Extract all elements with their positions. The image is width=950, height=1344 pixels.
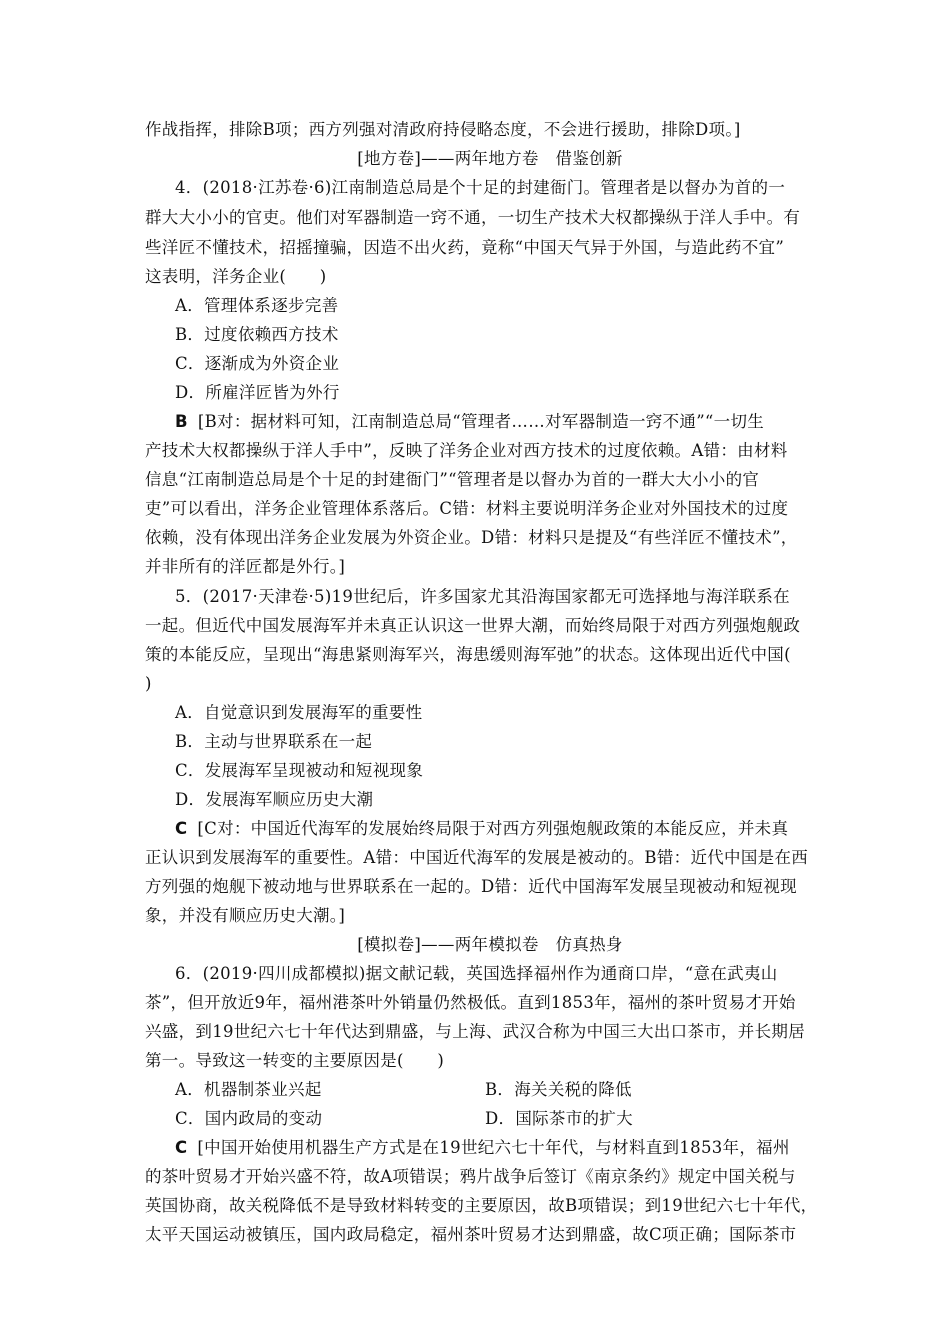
q5-option-d: D．发展海军顺应历史大潮 [175,790,374,809]
q4-analysis-line-4: 吏”可以看出，洋务企业管理体系落后。C错：材料主要说明洋务企业对外国技术的过度 [145,499,789,518]
q5-analysis-line-4: 象，并没有顺应历史大潮。] [145,906,346,925]
section-heading-mock: [模拟卷]——两年模拟卷 仿真热身 [357,935,623,954]
q5-analysis-line-2: 正认识到发展海军的重要性。A错：中国近代海军的发展是被动的。B错：近代中国是在西 [145,848,809,867]
q6-analysis-line-4: 太平天国运动被镇压，国内政局稳定，福州茶叶贸易才达到鼎盛，故C项正确；国际茶市 [145,1225,797,1244]
q5-stem-line-1: 5．(2017·天津卷·5)19世纪后，许多国家尤其沿海国家都无可选择地与海洋联系在 [175,587,790,606]
continued-analysis-line: 作战指挥，排除B项；西方列强对清政府持侵略态度，不会进行援助，排除D项。] [145,120,741,139]
q6-option-c: C．国内政局的变动 [175,1109,323,1128]
q4-analysis-text-1: [B对：据材料可知，江南制造总局“管理者……对军器制造一窍不通”“一切生 [197,412,765,431]
q4-stem-line-4: 这表明，洋务企业( ) [145,267,327,286]
q4-option-b: B．过度依赖西方技术 [175,325,339,344]
q6-stem-line-4: 第一。导致这一转变的主要原因是( ) [145,1051,445,1070]
q6-stem-line-3: 兴盛，到19世纪六七十年代达到鼎盛，与上海、武汉合称为中国三大出口茶市，并长期居 [145,1022,805,1041]
q6-stem-line-1: 6．(2019·四川成都模拟)据文献记载，英国选择福州作为通商口岸，“意在武夷山 [175,964,778,983]
q4-stem-line-3: 些洋匠不懂技术，招摇撞骗，因造不出火药，竟称“中国天气异于外国，与造此药不宜” [145,238,785,257]
q6-analysis-text-1: [中国开始使用机器生产方式是在19世纪六七十年代，与材料直到1853年，福州 [197,1138,790,1157]
q4-analysis-line-2: 产技术大权都操纵于洋人手中”，反映了洋务企业对西方技术的过度依赖。A错：由材料 [145,441,788,460]
q6-answer-letter: C [175,1138,188,1157]
q5-option-c: C．发展海军呈现被动和短视现象 [175,761,424,780]
q4-analysis-line-3: 信息“江南制造总局是个十足的封建衙门”“管理者是以督办为首的一群大大小小的官 [145,470,760,489]
q5-analysis-line-1 [175,819,788,839]
q6-analysis-line-3: 英国协商，故关税降低不是导致材料转变的主要原因，故B项错误；到19世纪六七十年代， [145,1196,818,1215]
q5-analysis-text-1: [C对：中国近代海军的发展始终局限于对西方列强炮舰政策的本能反应，并未真 [197,819,789,838]
q5-stem-line-2: 一起。但近代中国发展海军并未真正认识这一世界大潮，而始终局限于对西方列强炮舰政 [145,616,801,635]
q4-analysis-line-6: 并非所有的洋匠都是外行。] [145,557,346,576]
q6-stem-line-2: 茶”，但开放近9年，福州港茶叶外销量仍然极低。直到1853年，福州的茶叶贸易才开始 [145,993,796,1012]
q4-stem-line-1: 4．(2018·江苏卷·6)江南制造总局是个十足的封建衙门。管理者是以督办为首的一 [175,178,786,197]
q4-stem-line-2: 群大大小小的官吏。他们对军器制造一窍不通，一切生产技术大权都操纵于洋人手中。有 [145,208,801,227]
q5-option-a: A．自觉意识到发展海军的重要性 [175,703,423,722]
q6-option-b: B．海关关税的降低 [485,1080,632,1099]
q6-option-d: D．国际茶市的扩大 [485,1109,633,1128]
q4-analysis-line-1 [175,412,764,432]
q5-stem-line-3: 策的本能反应，呈现出“海患紧则海军兴，海患缓则海军弛”的状态。这体现出近代中国( [145,645,791,664]
q4-answer-letter: B [175,412,188,431]
q5-answer-letter: C [175,819,188,838]
section-heading-local: [地方卷]——两年地方卷 借鉴创新 [357,149,623,168]
q6-analysis-line-1 [175,1138,790,1158]
q6-analysis-line-2: 的茶叶贸易才开始兴盛不符，故A项错误；鸦片战争后签订《南京条约》规定中国关税与 [145,1167,796,1186]
q4-option-d: D．所雇洋匠皆为外行 [175,383,340,402]
q4-option-a: A．管理体系逐步完善 [175,296,339,315]
q5-analysis-line-3: 方列强的炮舰下被动地与世界联系在一起的。D错：近代中国海军发展呈现被动和短视现 [145,877,797,896]
q5-stem-line-4: ) [145,674,152,693]
q4-analysis-line-5: 依赖，没有体现出洋务企业发展为外资企业。D错：材料只是提及“有些洋匠不懂技术”， [145,528,798,547]
q5-option-b: B．主动与世界联系在一起 [175,732,373,751]
q6-option-a: A．机器制茶业兴起 [175,1080,322,1099]
q4-option-c: C．逐渐成为外资企业 [175,354,340,373]
